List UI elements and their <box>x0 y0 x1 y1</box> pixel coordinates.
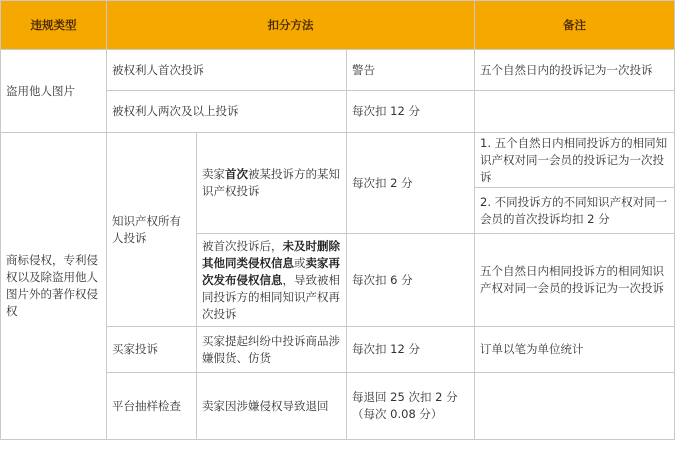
method-text-bold: 卖家再次发布侵权信息 <box>202 255 340 287</box>
method-cell: 被权利人两次及以上投诉 <box>107 91 347 133</box>
method-cell <box>197 133 347 234</box>
subcategory-platform: 平台抽样检查 <box>107 373 197 440</box>
method-cell: 被权利人首次投诉 <box>107 50 347 91</box>
penalty-cell: 每次扣 2 分 <box>347 133 475 234</box>
remark-cell: 订单以笔为单位统计 <box>475 327 675 373</box>
header-row <box>1 1 675 50</box>
penalty-cell: 每次扣 12 分 <box>347 91 475 133</box>
penalty-cell: 每退回 25 次扣 2 分（每次 0.08 分） <box>347 373 475 440</box>
method-text: 被首次投诉后， <box>202 238 283 253</box>
table-row <box>1 133 675 188</box>
remark-cell <box>475 91 675 133</box>
category-trademark: 商标侵权，专利侵权以及除盗用他人图片外的著作权侵权 <box>1 133 107 440</box>
header-remarks: 备注 <box>475 1 675 50</box>
penalty-cell: 每次扣 6 分 <box>347 234 475 327</box>
remark-cell: 1. 五个自然日内相同投诉方的相同知识产权对同一会员的投诉记为一次投诉 <box>475 133 675 188</box>
method-text: 卖家 <box>202 167 225 181</box>
header-violation-type: 违规类型 <box>1 1 107 50</box>
method-cell: 买家提起纠纷中投诉商品涉嫌假货、仿货 <box>197 327 347 373</box>
method-cell <box>197 234 347 327</box>
method-text-bold: 未及时删除其他同类侵权信息 <box>202 238 340 270</box>
subcategory-buyer: 买家投诉 <box>107 327 197 373</box>
method-text: 或 <box>294 255 306 270</box>
method-text-bold: 首次 <box>225 167 248 181</box>
method-text: 被某投诉方的某知识产权投诉 <box>202 167 340 198</box>
remark-cell: 五个自然日内相同投诉方的相同知识产权对同一会员的投诉记为一次投诉 <box>475 234 675 327</box>
penalty-cell: 警告 <box>347 50 475 91</box>
category-image-theft: 盗用他人图片 <box>1 50 107 133</box>
table-row <box>1 50 675 91</box>
subcategory-ip-owner: 知识产权所有人投诉 <box>107 133 197 327</box>
remark-cell: 2. 不同投诉方的不同知识产权对同一会员的首次投诉均扣 2 分 <box>475 188 675 234</box>
remark-cell: 五个自然日内的投诉记为一次投诉 <box>475 50 675 91</box>
method-cell: 卖家因涉嫌侵权导致退回 <box>197 373 347 440</box>
header-deduction-method: 扣分方法 <box>107 1 475 50</box>
penalty-cell: 每次扣 12 分 <box>347 327 475 373</box>
remark-cell <box>475 373 675 440</box>
method-text: ，导致被相同投诉方的相同知识产权再次投诉 <box>202 272 340 321</box>
